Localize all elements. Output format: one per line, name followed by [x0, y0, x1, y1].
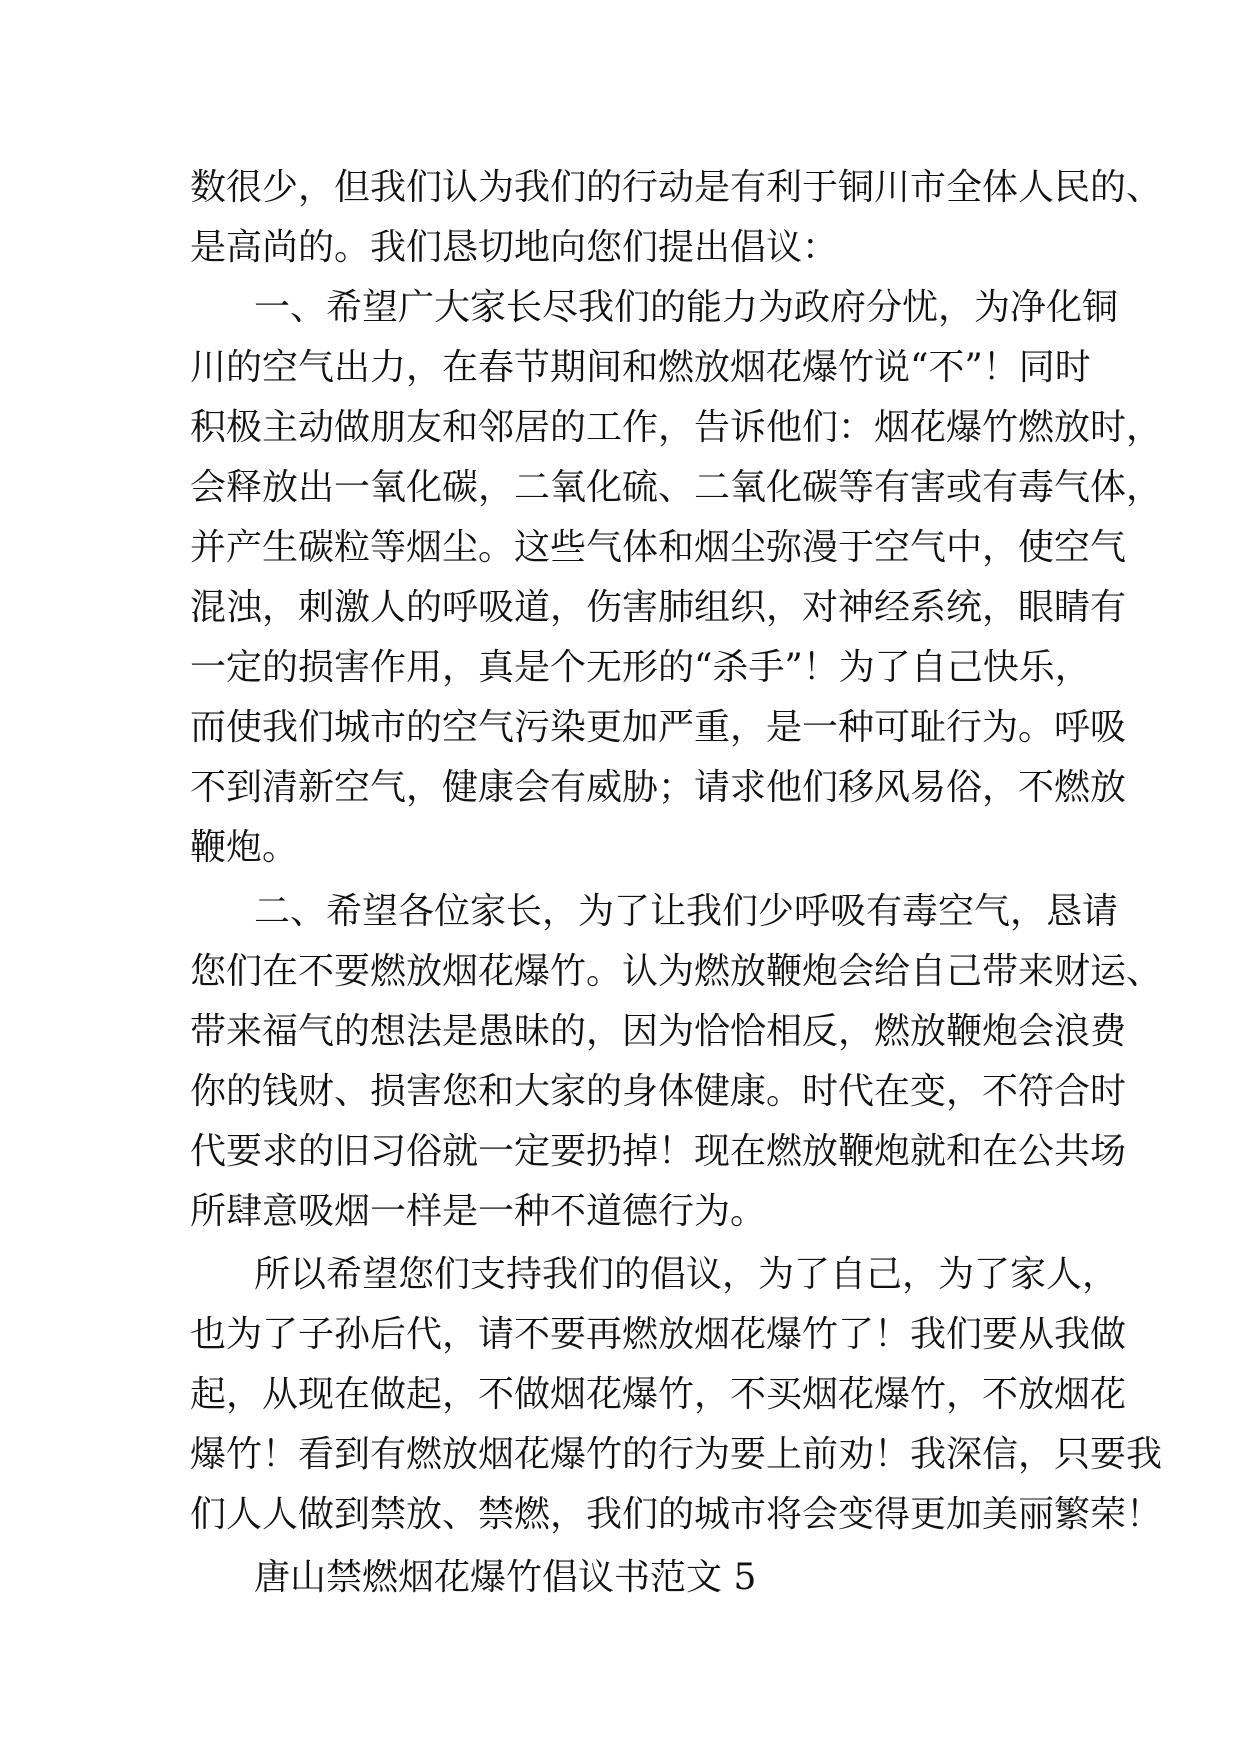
- text-line: 您们在不要燃放烟花爆竹。认为燃放鞭炮会给自己带来财运、: [190, 951, 1163, 992]
- text-line: 是高尚的。我们恳切地向您们提出倡议：: [190, 227, 839, 268]
- section-heading: 唐山禁燃烟花爆竹倡议书范文 5: [254, 1557, 757, 1598]
- text-line: 积极主动做朋友和邻居的工作，告诉他们：烟花爆竹燃放时，: [190, 407, 1163, 448]
- text-line: 数很少，但我们认为我们的行动是有利于铜川市全体人民的、: [190, 167, 1163, 208]
- text-line: 鞭炮。: [190, 827, 299, 868]
- paragraph-start-line: 二、希望各位家长，为了让我们少呼吸有毒空气，恳请: [254, 891, 1119, 932]
- text-line: 起，从现在做起，不做烟花爆竹，不买烟花爆竹，不放烟花: [190, 1374, 1127, 1415]
- text-line: 而使我们城市的空气污染更加严重，是一种可耻行为。呼吸: [190, 707, 1127, 748]
- text-line: 爆竹！看到有燃放烟花爆竹的行为要上前劝！我深信，只要我: [190, 1434, 1163, 1475]
- text-line: 不到清新空气，健康会有威胁；请求他们移风易俗，不燃放: [190, 767, 1127, 808]
- text-line: 也为了子孙后代，请不要再燃放烟花爆竹了！我们要从我做: [190, 1314, 1127, 1355]
- text-line: 所肆意吸烟一样是一种不道德行为。: [190, 1191, 767, 1232]
- text-line: 一定的损害作用，真是个无形的“杀手”！为了自己快乐，: [190, 647, 1091, 688]
- text-line: 你的钱财、损害您和大家的身体健康。时代在变，不符合时: [190, 1071, 1127, 1112]
- text-line: 并产生碳粒等烟尘。这些气体和烟尘弥漫于空气中，使空气: [190, 527, 1127, 568]
- text-line: 会释放出一氧化碳，二氧化硫、二氧化碳等有害或有毒气体，: [190, 467, 1163, 508]
- text-line: 川的空气出力，在春节期间和燃放烟花爆竹说“不”！同时: [190, 347, 1091, 388]
- paragraph-start-line: 所以希望您们支持我们的倡议，为了自己，为了家人，: [254, 1254, 1119, 1295]
- text-line: 混浊，刺激人的呼吸道，伤害肺组织，对神经系统，眼睛有: [190, 587, 1127, 628]
- text-line: 代要求的旧习俗就一定要扔掉！现在燃放鞭炮就和在公共场: [190, 1131, 1127, 1172]
- text-line: 带来福气的想法是愚昧的，因为恰恰相反，燃放鞭炮会浪费: [190, 1011, 1127, 1052]
- paragraph-start-line: 一、希望广大家长尽我们的能力为政府分忧，为净化铜: [254, 287, 1119, 328]
- text-line: 们人人做到禁放、禁燃，我们的城市将会变得更加美丽繁荣！: [190, 1494, 1163, 1535]
